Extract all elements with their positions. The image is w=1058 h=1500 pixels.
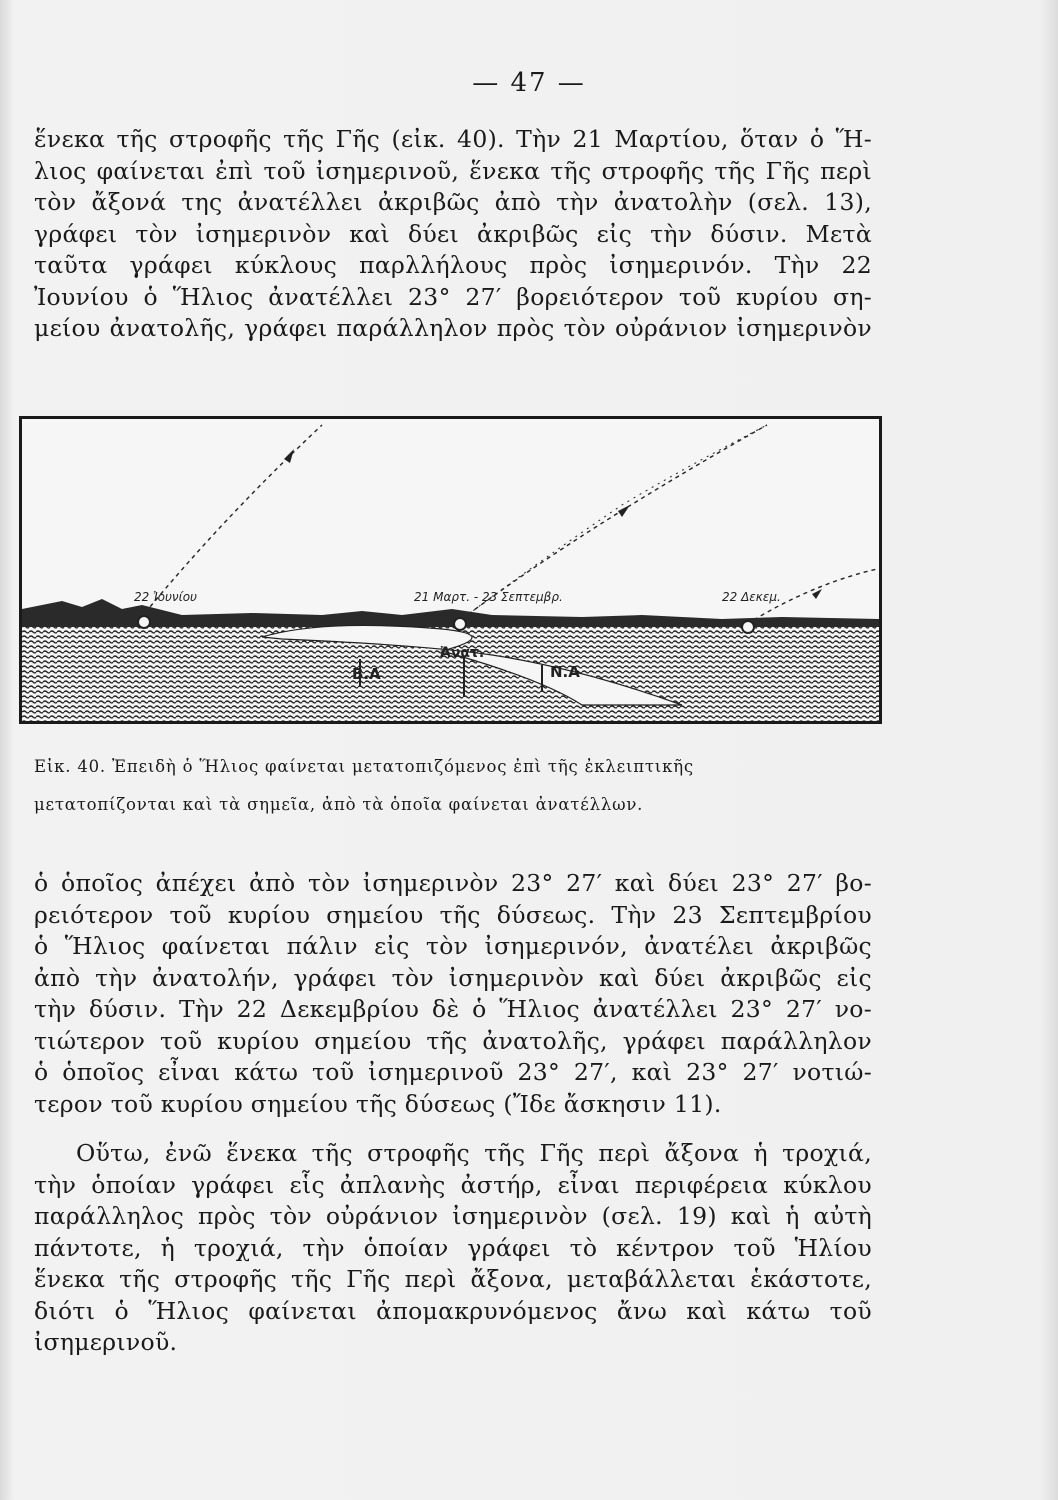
sun-icon <box>454 618 466 630</box>
paragraph-2 <box>34 868 872 1120</box>
paragraph-3 <box>34 1138 872 1359</box>
arrow-head-icon <box>284 449 294 463</box>
page-number: — 47 — <box>472 68 586 98</box>
text-line: ὁ ὁποῖος εἶναι κάτω τοῦ ἰσημερινοῦ 23° 27′, καὶ 23° 27′ νοτιώ- <box>34 1058 872 1086</box>
text-line: τὴν ὁποίαν γράφει εἷς ἀπλανὴς ἀστήρ, εἶναι περιφέρεια κύκλου <box>34 1170 872 1199</box>
text-line: διότι ὁ Ἥλιος φαίνεται ἀπομακρυνόμενος ἄνω καὶ κάτω τοῦ <box>34 1296 872 1325</box>
arrow-head-icon <box>812 589 822 599</box>
text-line: γράφει τὸν ἰσημερινὸν καὶ δύει ἀκριβῶς εἰς τὴν δύσιν. Μετὰ <box>34 219 872 248</box>
text-line: ταῦτα γράφει κύκλους παρλλήλους πρὸς ἰσημερινόν. Τὴν 22 <box>34 251 872 279</box>
text-line: τὴν δύσιν. Τὴν 22 Δεκεμβρίου δὲ ὁ Ἥλιος ἀνατέλλει 23° 27′ νο- <box>34 995 872 1023</box>
text-line: τὸν ἄξονά της ἀνατέλλει ἀκριβῶς ἀπὸ τὴν ἀνατολὴν (σελ. 13), <box>34 188 872 216</box>
label-june: 22 Ἰουνίου <box>134 590 197 604</box>
text-line: πάντοτε, ἡ τροχιά, τὴν ὁποίαν γράφει τὸ κέντρον τοῦ Ἡλίου <box>34 1233 872 1262</box>
text-line: τιώτερον τοῦ κυρίου σημείου τῆς ἀνατολῆς, γράφει παράλληλον <box>34 1026 872 1055</box>
text-line: ὁ ὁποῖος ἀπέχει ἀπὸ τὸν ἰσημερινὸν 23° 27′ καὶ δύει 23° 27′ βο- <box>34 869 872 897</box>
text-line: ἕνεκα τῆς στροφῆς τῆς Γῆς (εἰκ. 40). Τὴν 21 Μαρτίου, ὅταν ὁ Ἥ- <box>34 125 872 153</box>
caption-line: μετατοπίζονται καὶ τὰ σημεῖα, ἀπὸ τὰ ὁποῖα φαίνεται ἀνατέλλων. <box>34 795 644 814</box>
text-line: ἀπὸ τὴν ἀνατολήν, γράφει τὸν ἰσημερινὸν καὶ δύει ἀκριβῶς εἰς <box>34 963 872 992</box>
text-line: Ἰουνίου ὁ Ἥλιος ἀνατέλλει 23° 27′ βορειότερον τοῦ κυρίου ση- <box>34 282 872 311</box>
text-line: ὁ Ἥλιος φαίνεται πάλιν εἰς τὸν ἰσημερινόν, ἀνατέλει ἀκριβῶς <box>34 932 872 960</box>
text-line: ἕνεκα τῆς στροφῆς τῆς Γῆς περὶ ἄξονα, μεταβάλλεται ἑκάστοτε, <box>34 1265 872 1293</box>
figure-caption <box>34 748 874 824</box>
figure-sunrise-diagram <box>19 416 882 724</box>
paragraph-1 <box>34 124 872 345</box>
text-line: λιος φαίνεται ἐπὶ τοῦ ἰσημερινοῦ, ἕνεκα τῆς στροφῆς τῆς Γῆς περὶ <box>34 156 872 185</box>
sunrise-illustration <box>22 419 879 721</box>
text-line: ρειότερον τοῦ κυρίου σημείου τῆς δύσεως. Τὴν 23 Σεπτεμβρίου <box>34 900 872 929</box>
label-northeast: Β.Α <box>352 665 381 683</box>
text-line: ἰσημερινοῦ. <box>34 1328 178 1356</box>
text-line: μείου ἀνατολῆς, γράφει παράλληλον πρὸς τὸν οὐράνιον ἰσημερινὸν <box>34 314 872 342</box>
label-december: 22 Δεκεμ. <box>722 590 781 604</box>
sun-icon <box>138 616 150 628</box>
caption-line: Εἰκ. 40. Ἐπειδὴ ὁ Ἥλιος φαίνεται μετατοπιζόμενος ἐπὶ τῆς ἐκλειπτικῆς <box>34 757 694 776</box>
text-line: τερον τοῦ κυρίου σημείου τῆς δύσεως (Ἴδε ἄσκησιν 11). <box>34 1089 722 1118</box>
label-east: Ἀνατ. <box>440 645 485 661</box>
label-southeast: Ν.Α <box>550 663 580 681</box>
arrow-head-icon <box>618 505 630 517</box>
label-march-september: 21 Μαρτ. - 23 Σεπτεμβρ. <box>414 590 563 604</box>
text-line: Οὕτω, ἐνῶ ἕνεκα τῆς στροφῆς τῆς Γῆς περὶ ἄξονα ἡ τροχιά, <box>76 1139 872 1167</box>
sun-icon <box>742 621 754 633</box>
text-line: παράλληλος πρὸς τὸν οὐράνιον ἰσημερινὸν (σελ. 19) καὶ ἡ αὐτὴ <box>34 1202 872 1230</box>
